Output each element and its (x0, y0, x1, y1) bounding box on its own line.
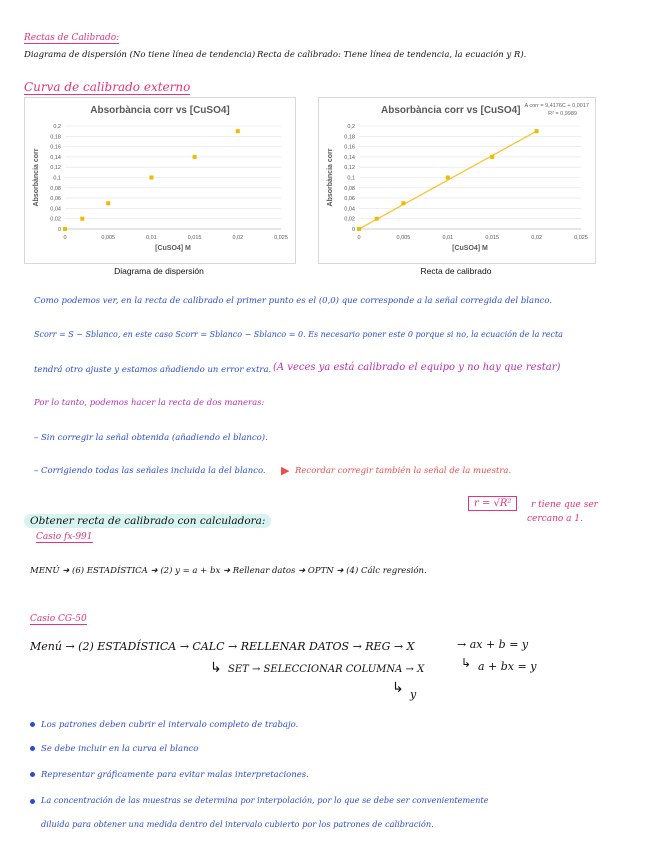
data-point (80, 217, 84, 221)
y-tick-label: 0 (57, 227, 61, 233)
data-point (63, 227, 67, 231)
y-tick-label: 0,12 (344, 165, 355, 172)
note-line-1: Como podemos ver, en la recta de calibrado el primer punto es el (0,0) que corresponde a la señal corregida del blanco. (34, 296, 552, 306)
casio-fx-title: Casio fx-991 (36, 532, 93, 542)
trendline (359, 131, 537, 229)
y-tick-label: 0,1 (53, 175, 61, 182)
data-point (446, 176, 450, 180)
x-tick-label: 0,01 (442, 235, 454, 241)
y-tick-label: 0,18 (344, 134, 355, 141)
y-tick-label: 0,02 (344, 216, 355, 223)
data-point (357, 227, 361, 231)
x-axis-label: [CuSO4] M (155, 245, 191, 252)
x-tick-label: 0,015 (187, 235, 202, 241)
chart-title: Absorbància corr vs [CuSO4] (90, 105, 230, 116)
list-item-continuation: diluida para obtener una medida dentro del intervalo cubierto por los patrones de calibración. (41, 819, 434, 829)
r-formula: r = √R² (468, 496, 517, 511)
y-tick-label: 0,1 (347, 175, 355, 182)
note-line-4: Por lo tanto, podemos hacer la recta de dos maneras: (34, 398, 265, 408)
hook-arrow-icon: ↳ (210, 660, 222, 676)
y-tick-label: 0,02 (50, 216, 61, 223)
y-tick-label: 0,14 (50, 154, 61, 161)
casio-fx-steps: MENÚ ➜ (6) ESTADÍSTICA ➜ (2) y = a + bx ➜ Rellenar datos ➜ OPTN ➜ (4) Cálc regresión. (30, 566, 427, 576)
y-tick-label: 0,04 (344, 206, 355, 213)
data-point (490, 155, 494, 159)
y-tick-label: 0 (351, 227, 355, 233)
chart-caption: Diagrama de dispersión (114, 266, 204, 276)
x-tick-label: 0,025 (274, 235, 288, 241)
page-title: Rectas de Calibrado: (24, 33, 120, 43)
x-tick-label: 0 (357, 235, 361, 241)
y-axis-label: Absorbància corr (33, 148, 40, 207)
y-tick-label: 0,16 (50, 144, 61, 151)
chart-caption: Recta de calibrado (420, 266, 492, 276)
x-tick-label: 0,02 (232, 235, 244, 241)
arrow-icon: ▶ (281, 464, 290, 477)
calculator-heading: Obtener recta de calibrado con calculadora: (24, 514, 271, 528)
list-item (30, 720, 298, 730)
hook-arrow-icon: ↳ (461, 656, 472, 670)
x-tick-label: 0,02 (531, 235, 542, 241)
data-point (535, 129, 539, 133)
note-line-3: tendrá otro ajuste y estamos añadiendo un error extra. (34, 365, 272, 375)
y-tick-label: 0,06 (344, 196, 355, 203)
x-tick-label: 0,005 (101, 235, 116, 241)
y-axis-label: Absorbància corr (327, 148, 334, 207)
casio-cg-line-1: Menú → (2) ESTADÍSTICA → CALC → RELLENAR DATOS → REG → X (30, 640, 415, 653)
data-point (149, 176, 153, 180)
calibration-chart (318, 97, 596, 264)
data-point (375, 217, 379, 221)
y-tick-label: 0,2 (347, 124, 355, 130)
bullet-icon (30, 772, 35, 777)
data-point (193, 155, 197, 159)
bullet-icon (30, 746, 35, 751)
note-aside: (A veces ya está calibrado el equipo y no hay que restar) (273, 362, 561, 373)
data-point (401, 201, 405, 205)
list-item-text: Representar gráficamente para evitar malas interpretaciones. (41, 770, 309, 780)
list-item-text: La concentración de las muestras se determina por interpolación, por lo que se debe ser convenientemente (41, 795, 489, 805)
y-tick-label: 0,08 (50, 185, 61, 192)
bullet-icon (30, 722, 35, 727)
section-title: Curva de calibrado externo (24, 80, 191, 94)
data-point (106, 201, 110, 205)
calibration-note: Recta de calibrado: Tiene línea de tendencia, la ecuación y R). (257, 50, 527, 60)
casio-cg-line-3: y (410, 688, 417, 701)
list-item (30, 744, 198, 754)
list-item (30, 795, 489, 805)
dispersion-note: Diagrama de dispersión (No tiene línea de tendencia) (24, 50, 256, 60)
chart-r2: R² = 0,9989 (548, 111, 577, 117)
note-line-2: Scorr = S − Sblanco, en este caso Scorr = Sblanco − Sblanco = 0. Es necesario poner este 0 porque si no, la ecuación de la recta (34, 330, 563, 339)
chart-plot (319, 98, 595, 263)
method-item-1: – Sin corregir la señal obtenida (añadiendo el blanco). (34, 433, 268, 443)
casio-cg-line-2: SET → SELECCIONAR COLUMNA → X (228, 664, 425, 675)
y-tick-label: 0,14 (344, 154, 355, 161)
casio-cg-result-2: a + bx = y (478, 660, 537, 673)
r-note-1: r tiene que ser (531, 500, 598, 510)
y-tick-label: 0,16 (344, 144, 355, 151)
x-tick-label: 0,01 (146, 235, 157, 241)
list-item (30, 770, 309, 780)
y-tick-label: 0,04 (50, 206, 61, 213)
y-tick-label: 0,06 (50, 196, 61, 203)
chart-plot (25, 98, 295, 263)
y-tick-label: 0,12 (50, 165, 61, 172)
reminder-note: Recordar corregir también la señal de la muestra. (295, 466, 512, 476)
list-item-text: Se debe incluir en la curva el blanco (41, 744, 199, 754)
data-point (236, 129, 240, 133)
x-tick-label: 0,015 (485, 235, 500, 241)
y-tick-label: 0,2 (53, 124, 61, 130)
x-tick-label: 0 (63, 235, 67, 241)
y-tick-label: 0,18 (50, 134, 61, 141)
hook-arrow-icon: ↳ (392, 680, 404, 696)
x-tick-label: 0,005 (396, 235, 411, 241)
casio-cg-title: Casio CG-50 (30, 614, 87, 624)
y-tick-label: 0,08 (344, 185, 355, 192)
bullet-icon (30, 799, 35, 804)
x-tick-label: 0,025 (574, 235, 588, 241)
chart-title: Absorbància corr vs [CuSO4] (381, 105, 521, 116)
chart-equation: A corr = 9,4176C + 0,0017 (524, 103, 589, 109)
list-item-text: Los patrones deben cubrir el intervalo completo de trabajo. (41, 720, 299, 730)
x-axis-label: [CuSO4] M (452, 245, 488, 252)
dispersion-chart (24, 97, 296, 264)
method-item-2: – Corrigiendo todas las señales incluida la del blanco. (34, 466, 266, 476)
casio-cg-result-1: → ax + b = y (457, 638, 529, 651)
r-note-2: cercano a 1. (527, 514, 583, 524)
